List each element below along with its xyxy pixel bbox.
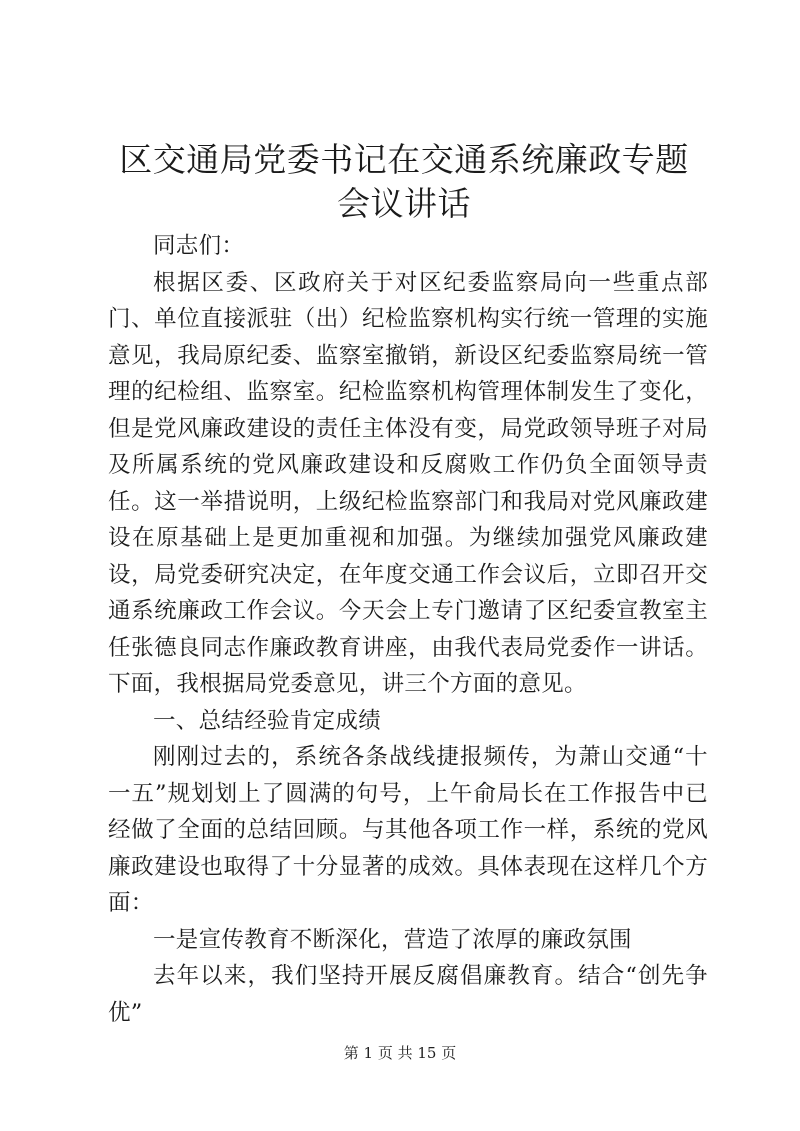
body-paragraph: 去年以来，我们坚持开展反腐倡廉教育。结合“创先争优” (108, 963, 708, 1026)
document-title: 区交通局党委书记在交通系统廉政专题会议讲话 (119, 140, 689, 223)
body-paragraph: 根据区委、区政府关于对区纪委监察局向一些重点部门、单位直接派驻（出）纪检监察机构实行统一管理的实施意见，我局原纪委、监察室撤销，新设区纪委监察局统一管理的纪检组、监察室。纪检监察机构管理体制发生了变化，但是党风廉政建设的责任主体没有变，局党政领导班子对局及所属系统的党风廉政建设和反腐败工作仍负全面领导责任。这一举措说明，上级纪检监察部门和我局对党风廉政建设在原基础上是更加重视和加强。为继续加强党风廉政建设，局党委研究决定，在年度交通工作会议后，立即召开交通系统廉政工作会议。今天会上专门邀请了区纪委宣教室主任张德良同志作廉政教育讲座，由我代表局党委作一讲话。下面，我根据局党委意见，讲三个方面的意见。 (108, 269, 708, 697)
subsection-heading: 一是宣传教育不断深化，营造了浓厚的廉政氛围 (153, 926, 632, 953)
section-heading: 一、总结经验肯定成绩 (153, 707, 382, 734)
document-body (108, 228, 708, 1031)
body-paragraph: 刚刚过去的，系统各条战线捷报频传，为萧山交通“十一五”规划划上了圆满的句号，上午俞局长在工作报告中已经做了全面的总结回顾。与其他各项工作一样，系统的党风廉政建设也取得了十分显著的成效。具体表现在这样几个方面： (108, 744, 708, 916)
salutation-paragraph: 同志们： (153, 233, 245, 259)
page-number-footer: 第 1 页 共 15 页 (343, 1044, 457, 1062)
